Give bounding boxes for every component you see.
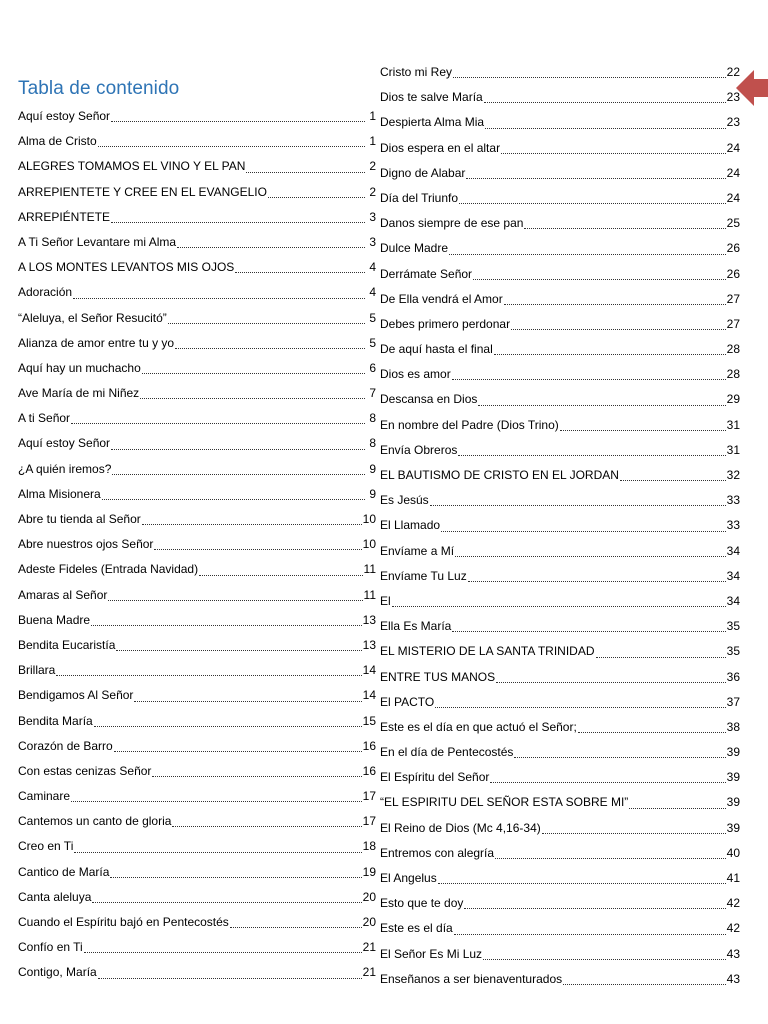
toc-entry[interactable] <box>18 633 376 658</box>
dot-leader <box>504 303 726 305</box>
toc-entry-title[interactable]: Digno de Alabar <box>380 165 466 180</box>
toc-entry[interactable] <box>380 463 740 488</box>
toc-entry-title[interactable]: ALEGRES TOMAMOS EL VINO Y EL PAN <box>18 159 246 174</box>
toc-entry-title[interactable]: Esto que te doy <box>380 896 464 911</box>
toc-entry-page[interactable]: 5 <box>369 335 376 350</box>
dot-leader <box>473 278 726 280</box>
toc-entry-title[interactable]: Canta aleluya <box>18 889 92 904</box>
toc-entry[interactable] <box>380 690 740 715</box>
toc-entry[interactable] <box>380 110 740 135</box>
toc-entry[interactable] <box>380 539 740 564</box>
toc-entry-page[interactable]: 3 <box>369 209 376 224</box>
dot-leader <box>484 101 726 103</box>
toc-entry-title[interactable]: Dios espera en el altar <box>380 140 501 155</box>
toc-entry[interactable] <box>380 387 740 412</box>
dot-leader <box>92 901 361 903</box>
toc-entry[interactable] <box>380 765 740 790</box>
toc-entry-page[interactable]: 8 <box>369 411 376 426</box>
toc-entry-title[interactable]: Cuando el Espíritu bajó en Pentecostés <box>18 915 229 929</box>
toc-entry[interactable] <box>380 816 740 841</box>
toc-entry[interactable] <box>380 665 740 690</box>
toc-entry[interactable] <box>18 910 376 935</box>
dot-leader <box>514 756 725 758</box>
toc-entry-title[interactable]: Envía Obreros <box>380 442 458 457</box>
toc-entry-title[interactable]: Debes primero perdonar <box>380 316 511 331</box>
toc-entry-title[interactable]: Envíame a Mí <box>380 543 455 558</box>
toc-entry[interactable] <box>380 161 740 186</box>
dot-leader <box>596 656 726 658</box>
toc-entry[interactable] <box>380 85 740 110</box>
toc-entry[interactable] <box>380 790 740 815</box>
toc-entry[interactable] <box>18 734 376 759</box>
toc-entry-page[interactable]: 31 <box>726 417 740 432</box>
toc-entry[interactable] <box>380 841 740 866</box>
dot-leader <box>111 120 365 122</box>
toc-entry-title[interactable]: Este es el día en que actuó el Señor; <box>380 719 577 734</box>
toc-entry-title[interactable]: De aquí hasta el final <box>380 342 493 357</box>
toc-entry-page[interactable]: 39 <box>726 745 740 760</box>
toc-entry-page[interactable]: 26 <box>726 266 740 281</box>
toc-entry-title[interactable]: En el día de Pentecostés <box>380 745 514 760</box>
toc-entry-title[interactable]: Bendigamos Al Señor <box>18 688 134 703</box>
dot-leader <box>94 725 362 727</box>
toc-entry-title[interactable]: Contigo, María <box>18 965 97 980</box>
toc-entry-page[interactable]: 35 <box>726 644 740 659</box>
toc-entry-title[interactable]: El Reino de Dios (Mc 4,16-34) <box>380 820 541 835</box>
toc-entry-title[interactable]: Este es el día <box>380 921 453 936</box>
dot-leader <box>464 907 725 909</box>
dot-leader <box>468 580 726 582</box>
dot-leader <box>140 397 365 399</box>
toc-entry-page[interactable]: 21 <box>362 965 376 980</box>
toc-entry-title[interactable]: Confío en Ti <box>18 940 83 955</box>
toc-entry[interactable] <box>380 891 740 916</box>
toc-entry-page[interactable]: 38 <box>726 719 740 734</box>
toc-entry[interactable] <box>18 280 376 305</box>
dot-leader <box>501 152 726 154</box>
toc-entry[interactable] <box>18 784 376 809</box>
toc-entry-title[interactable]: Despierta Alma Mia <box>380 115 485 130</box>
dot-leader <box>134 700 361 702</box>
dot-leader <box>459 202 726 204</box>
toc-entry-page[interactable]: 23 <box>726 115 740 130</box>
toc-entry-page[interactable]: 39 <box>726 770 740 785</box>
toc-entry-page[interactable]: 10 <box>362 512 376 526</box>
dot-leader <box>494 353 726 355</box>
toc-entry[interactable] <box>380 589 740 614</box>
dot-leader <box>563 983 726 985</box>
toc-entry[interactable] <box>18 457 376 482</box>
toc-entry[interactable] <box>18 255 376 280</box>
dot-leader <box>495 857 726 859</box>
toc-entry-title[interactable]: Ella Es María <box>380 619 452 634</box>
dot-leader <box>490 781 725 783</box>
toc-entry[interactable] <box>380 942 740 967</box>
toc-entry-page[interactable]: 7 <box>369 386 376 401</box>
toc-entry-title[interactable]: Descansa en Dios <box>380 392 478 407</box>
toc-entry-title[interactable]: ARREPIENTETE Y CREE EN EL EVANGELIO <box>18 184 267 199</box>
dot-leader <box>84 951 362 953</box>
toc-entry-title[interactable]: Es Jesús <box>380 493 429 508</box>
toc-entry[interactable] <box>18 860 376 885</box>
toc-entry-title[interactable]: A Ti Señor Levantare mi Alma <box>18 234 177 249</box>
toc-entry-page[interactable]: 31 <box>726 442 740 457</box>
toc-entry[interactable] <box>18 809 376 834</box>
toc-entry-title[interactable]: En nombre del Padre (Dios Trino) <box>380 417 559 432</box>
toc-entry-title[interactable]: El Llamado <box>380 518 441 533</box>
dot-leader <box>98 977 362 979</box>
dot-leader <box>111 221 365 223</box>
dot-leader <box>620 479 726 481</box>
toc-entry[interactable] <box>18 129 376 154</box>
toc-entry[interactable] <box>380 186 740 211</box>
toc-entry-title[interactable]: El Señor Es Mi Luz <box>380 946 483 961</box>
dot-leader <box>438 882 726 884</box>
toc-entry-title[interactable]: Bendita María <box>18 713 93 728</box>
toc-entry-page[interactable]: 20 <box>362 915 376 929</box>
toc-entry[interactable] <box>18 834 376 859</box>
toc-entry-page[interactable]: 33 <box>726 518 740 533</box>
toc-entry-page[interactable]: 24 <box>726 190 740 205</box>
toc-entry-page[interactable]: 5 <box>369 310 376 325</box>
toc-entry-page[interactable]: 37 <box>726 694 740 709</box>
dot-leader <box>496 681 726 683</box>
toc-column-right <box>380 60 740 992</box>
dot-leader <box>177 246 365 248</box>
toc-entry-title[interactable]: Amaras al Señor <box>18 587 108 602</box>
toc-entry[interactable] <box>18 759 376 784</box>
toc-entry-page[interactable]: 35 <box>726 619 740 634</box>
toc-entry-title[interactable]: Adeste Fideles (Entrada Navidad) <box>18 562 199 577</box>
toc-entry-page[interactable]: 13 <box>362 612 376 627</box>
toc-entry-page[interactable]: 22 <box>726 65 740 79</box>
toc-entry-title[interactable]: Caminare <box>18 789 71 804</box>
dot-leader <box>102 498 365 500</box>
toc-entry-title[interactable]: Abre nuestros ojos Señor <box>18 537 154 552</box>
toc-entry-page[interactable]: 29 <box>726 392 740 407</box>
toc-entry-title[interactable]: ENTRE TUS MANOS <box>380 669 496 684</box>
toc-entry-title[interactable]: Danos siempre de ese pan <box>380 216 524 231</box>
toc-entry-page[interactable]: 36 <box>726 669 740 684</box>
toc-entry[interactable] <box>380 236 740 261</box>
toc-entry-title[interactable]: Ave María de mi Niñez <box>18 386 140 401</box>
dot-leader <box>478 404 725 406</box>
toc-entry[interactable] <box>380 438 740 463</box>
dot-leader <box>172 825 361 827</box>
dot-leader <box>524 227 725 229</box>
dot-leader <box>452 378 726 380</box>
toc-entry-page[interactable]: 14 <box>362 663 376 678</box>
toc-entry[interactable] <box>380 312 740 337</box>
toc-entry[interactable] <box>18 608 376 633</box>
toc-entry-title[interactable]: Aquí estoy Señor <box>18 109 111 123</box>
toc-entry-page[interactable]: 17 <box>362 789 376 804</box>
toc-entry[interactable] <box>380 262 740 287</box>
toc-entry-page[interactable]: 15 <box>362 713 376 728</box>
toc-entry-page[interactable]: 4 <box>369 260 376 275</box>
toc-entry-title[interactable]: Con estas cenizas Señor <box>18 763 152 778</box>
dot-leader <box>74 851 361 853</box>
toc-entry-title[interactable]: A LOS MONTES LEVANTOS MIS OJOS <box>18 260 235 275</box>
toc-entry-title[interactable]: Alma Misionera <box>18 486 101 501</box>
toc-entry[interactable] <box>18 960 376 985</box>
toc-entry-page[interactable]: 17 <box>362 814 376 829</box>
toc-entry-title[interactable]: Aquí hay un muchacho <box>18 360 141 375</box>
toc-entry-title[interactable]: Bendita Eucaristía <box>18 637 116 652</box>
toc-entry-page[interactable]: 14 <box>362 688 376 703</box>
toc-entry-title[interactable]: Dios te salve María <box>380 90 483 105</box>
toc-entry-title[interactable]: Alma de Cristo <box>18 134 97 149</box>
dot-leader <box>98 145 365 147</box>
dot-leader <box>73 297 365 299</box>
toc-entry-page[interactable]: 21 <box>362 940 376 955</box>
toc-entry[interactable] <box>18 885 376 910</box>
toc-entry-page[interactable]: 13 <box>362 637 376 652</box>
toc-entry-title[interactable]: El Espíritu del Señor <box>380 770 490 785</box>
dot-leader <box>458 454 725 456</box>
toc-entry[interactable] <box>380 564 740 589</box>
toc-entry-title[interactable]: Adoración <box>18 285 73 300</box>
dot-leader <box>110 876 361 878</box>
dot-leader <box>441 530 726 532</box>
toc-entry-page[interactable]: 27 <box>726 291 740 306</box>
toc-entry-page[interactable]: 19 <box>362 864 376 879</box>
dot-leader <box>142 372 365 374</box>
toc-entry-page[interactable]: 23 <box>726 90 740 105</box>
toc-entry-title[interactable]: Corazón de Barro <box>18 738 113 753</box>
toc-entry[interactable] <box>380 715 740 740</box>
toc-entry[interactable] <box>380 916 740 941</box>
toc-entry-page[interactable]: 28 <box>726 342 740 357</box>
toc-entry[interactable] <box>380 866 740 891</box>
toc-entry[interactable] <box>380 337 740 362</box>
toc-entry-page[interactable]: 40 <box>726 845 740 860</box>
dot-leader <box>114 750 362 752</box>
toc-entry-page[interactable]: 8 <box>369 436 376 451</box>
toc-entry-title[interactable]: “Aleluya, el Señor Resucitó” <box>18 310 167 325</box>
toc-entry[interactable] <box>18 431 376 456</box>
toc-entry-title[interactable]: Aquí estoy Señor <box>18 436 111 451</box>
toc-entry-page[interactable]: 39 <box>726 795 740 810</box>
toc-entry-page[interactable]: 24 <box>726 165 740 180</box>
toc-entry[interactable] <box>18 406 376 431</box>
left-arrow-icon[interactable] <box>736 64 768 112</box>
dot-leader <box>449 253 726 255</box>
toc-entry-page[interactable]: 1 <box>369 109 376 123</box>
toc-entry-page[interactable]: 42 <box>726 921 740 936</box>
toc-entry-title[interactable]: Entremos con alegría <box>380 845 495 860</box>
toc-entry-page[interactable]: 33 <box>726 493 740 508</box>
toc-entry-page[interactable]: 11 <box>363 587 376 602</box>
toc-entry-title[interactable]: El <box>380 593 391 608</box>
toc-entry-title[interactable]: Dios es amor <box>380 367 451 382</box>
toc-entry-title[interactable]: De Ella vendrá el Amor <box>380 291 503 306</box>
toc-entry[interactable] <box>380 413 740 438</box>
toc-entry-title[interactable]: Envíame Tu Luz <box>380 568 467 583</box>
dot-leader <box>452 630 725 632</box>
toc-entry-page[interactable]: 27 <box>726 316 740 331</box>
toc-entry-title[interactable]: Cantemos un canto de gloria <box>18 814 172 829</box>
toc-entry-page[interactable]: 24 <box>726 140 740 155</box>
dot-leader <box>230 926 362 928</box>
toc-entry-page[interactable]: 11 <box>363 562 376 577</box>
page-title: Tabla de contenido <box>18 78 180 99</box>
toc-entry[interactable] <box>18 683 376 708</box>
toc-entry-title[interactable]: EL MISTERIO DE LA SANTA TRINIDAD <box>380 644 595 659</box>
dot-leader <box>454 933 726 935</box>
dot-leader <box>435 706 725 708</box>
dot-leader <box>542 832 726 834</box>
toc-entry[interactable] <box>18 180 376 205</box>
toc-entry-page[interactable]: 32 <box>726 468 740 482</box>
toc-entry[interactable] <box>18 583 376 608</box>
dot-leader <box>116 649 361 651</box>
toc-entry[interactable] <box>380 362 740 387</box>
toc-entry[interactable] <box>18 356 376 381</box>
toc-entry-page[interactable]: 1 <box>369 134 376 149</box>
toc-entry[interactable] <box>380 488 740 513</box>
dot-leader <box>199 574 362 576</box>
toc-entry-title[interactable]: ARREPIÉNTETE <box>18 209 111 224</box>
dot-leader <box>246 171 365 173</box>
dot-leader <box>629 807 725 809</box>
dot-leader <box>578 731 726 733</box>
toc-entry-page[interactable]: 16 <box>362 763 376 778</box>
toc-entry-page[interactable]: 42 <box>726 896 740 911</box>
dot-leader <box>268 196 365 198</box>
toc-entry[interactable] <box>18 532 376 557</box>
dot-leader <box>485 127 726 129</box>
toc-entry-page[interactable]: 6 <box>369 360 376 375</box>
dot-leader <box>466 177 725 179</box>
toc-entry[interactable] <box>18 507 376 532</box>
toc-entry-page[interactable]: 18 <box>362 839 376 854</box>
toc-entry-page[interactable]: 34 <box>726 593 740 608</box>
dot-leader <box>91 624 362 626</box>
toc-entry-title[interactable]: Abre tu tienda al Señor <box>18 512 141 526</box>
toc-entry-page[interactable]: 43 <box>726 946 740 961</box>
toc-entry-title[interactable]: Derrámate Señor <box>380 266 473 281</box>
toc-entry[interactable] <box>380 740 740 765</box>
dot-leader <box>108 599 362 601</box>
toc-entry-title[interactable]: Día del Triunfo <box>380 190 459 205</box>
toc-entry-page[interactable]: 4 <box>369 285 376 300</box>
toc-entry-page[interactable]: 34 <box>726 543 740 558</box>
toc-entry-title[interactable]: Alianza de amor entre tu y yo <box>18 335 175 350</box>
dot-leader <box>511 328 726 330</box>
toc-entry-page[interactable]: 34 <box>726 568 740 583</box>
toc-entry-title[interactable]: A ti Señor <box>18 411 71 426</box>
dot-leader <box>560 429 726 431</box>
toc-entry[interactable] <box>380 614 740 639</box>
toc-entry-page[interactable]: 3 <box>369 234 376 249</box>
dot-leader <box>111 448 365 450</box>
toc-entry[interactable] <box>18 230 376 255</box>
toc-entry-title[interactable]: Enseñanos a ser bienaventurados <box>380 971 563 986</box>
toc-entry[interactable] <box>18 331 376 356</box>
toc-entry[interactable] <box>380 60 740 85</box>
dot-leader <box>453 76 726 78</box>
dot-leader <box>154 548 361 550</box>
toc-entry[interactable] <box>18 104 376 129</box>
toc-entry-page[interactable]: 41 <box>726 871 740 885</box>
toc-entry[interactable] <box>18 935 376 960</box>
toc-entry-title[interactable]: Brillara <box>18 663 56 678</box>
toc-entry-page[interactable]: 2 <box>369 159 376 174</box>
dot-leader <box>152 775 361 777</box>
dot-leader <box>455 555 726 557</box>
toc-entry-title[interactable]: ¿A quién iremos? <box>18 461 112 476</box>
toc-entry-page[interactable]: 20 <box>362 889 376 904</box>
dot-leader <box>175 347 365 349</box>
dot-leader <box>235 271 365 273</box>
toc-entry[interactable] <box>380 639 740 664</box>
toc-column-left <box>18 104 376 986</box>
dot-leader <box>112 473 365 475</box>
toc-entry[interactable] <box>18 154 376 179</box>
toc-entry[interactable] <box>380 967 740 992</box>
toc-entry-page[interactable]: 10 <box>362 537 376 552</box>
toc-entry[interactable] <box>18 658 376 683</box>
dot-leader <box>71 800 362 802</box>
dot-leader <box>56 674 361 676</box>
toc-entry-title[interactable]: El Angelus <box>380 871 437 885</box>
toc-entry[interactable] <box>18 306 376 331</box>
toc-entry[interactable] <box>380 211 740 236</box>
toc-entry[interactable] <box>380 136 740 161</box>
toc-entry-page[interactable]: 16 <box>362 738 376 753</box>
dot-leader <box>392 605 726 607</box>
toc-entry-title[interactable]: Dulce Madre <box>380 241 449 256</box>
toc-entry-title[interactable]: Cristo mi Rey <box>380 65 453 79</box>
toc-entry-title[interactable]: “EL ESPIRITU DEL SEÑOR ESTA SOBRE MI” <box>380 795 629 810</box>
toc-entry-title[interactable]: EL BAUTISMO DE CRISTO EN EL JORDAN <box>380 468 619 482</box>
dot-leader <box>71 422 365 424</box>
toc-entry-page[interactable]: 39 <box>726 820 740 835</box>
toc-entry-page[interactable]: 9 <box>369 461 376 476</box>
toc-entry-page[interactable]: 28 <box>726 367 740 382</box>
toc-entry[interactable] <box>380 287 740 312</box>
toc-entry-page[interactable]: 43 <box>726 971 740 986</box>
toc-entry-title[interactable]: Buena Madre <box>18 612 91 627</box>
toc-entry-page[interactable]: 26 <box>726 241 740 256</box>
toc-entry-page[interactable]: 2 <box>369 184 376 199</box>
dot-leader <box>430 504 726 506</box>
toc-entry-title[interactable]: Cantico de María <box>18 864 110 879</box>
toc-entry[interactable] <box>18 381 376 406</box>
dot-leader <box>142 523 362 525</box>
toc-entry-page[interactable]: 9 <box>369 486 376 501</box>
toc-entry[interactable] <box>18 557 376 582</box>
toc-entry-title[interactable]: El PACTO <box>380 694 435 709</box>
toc-entry[interactable] <box>18 205 376 230</box>
toc-entry[interactable] <box>380 513 740 538</box>
toc-entry[interactable] <box>18 482 376 507</box>
toc-entry[interactable] <box>18 709 376 734</box>
dot-leader <box>168 322 365 324</box>
toc-entry-page[interactable]: 25 <box>726 216 740 231</box>
toc-entry-title[interactable]: Creo en Ti <box>18 839 74 854</box>
dot-leader <box>483 958 726 960</box>
